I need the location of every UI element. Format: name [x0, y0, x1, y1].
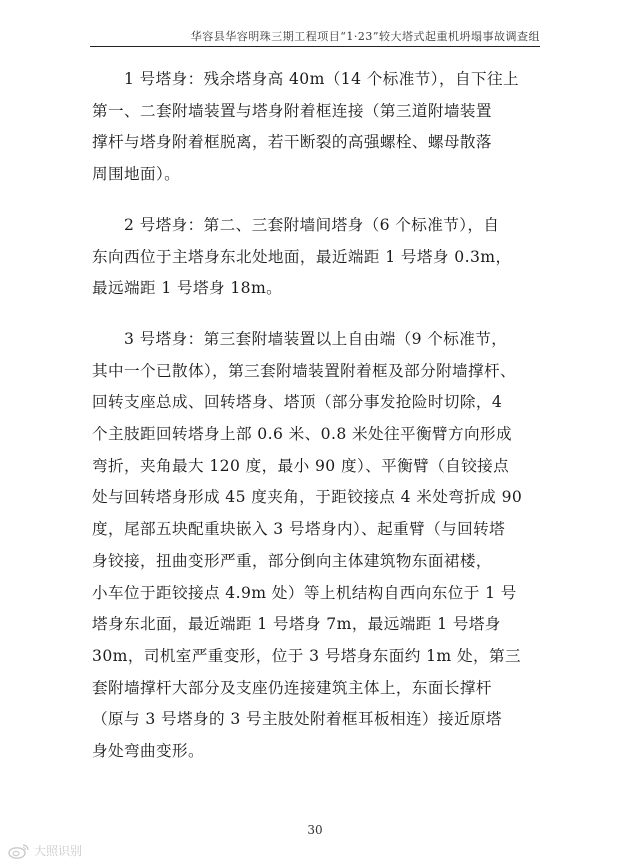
- watermark: [8, 842, 82, 859]
- paragraph-tower-section-1: [92, 64, 546, 191]
- text-line: 第一、二套附墙装置与塔身附着框连接（第三道附墙装置: [92, 101, 492, 120]
- text-line: 2 号塔身：第二、三套附墙间塔身（6 个标准节），自: [124, 215, 500, 234]
- text-line: 周围地面）。: [92, 165, 181, 184]
- text-line: 最远端距 1 号塔身 18m。: [92, 279, 283, 298]
- text-line: 30m，司机室严重变形，位于 3 号塔身东面约 1m 处，第三: [92, 646, 521, 665]
- text-line: （原与 3 号塔身的 3 号主肢处附着框耳板相连）接近原塔: [92, 710, 502, 729]
- text-line: 塔身东北面，最近端距 1 号塔身 7m，最远端距 1 号塔身: [92, 615, 501, 634]
- paragraph-tower-section-2: [92, 210, 546, 305]
- text-line: 个主肢距回转塔身上部 0.6 米、0.8 米处往平衡臂方向形成: [92, 425, 512, 444]
- text-line: 套附墙撑杆大部分及支座仍连接建筑主体上，东面长撑杆: [92, 678, 492, 697]
- text-line: 处与回转塔身形成 45 度夹角，于距铰接点 4 米处弯折成 90: [92, 488, 523, 507]
- text-line: 身铰接，扭曲变形严重，部分倒向主体建筑物东面裙楼，: [92, 551, 492, 570]
- watermark-text: 大照识别: [34, 844, 83, 858]
- header-divider: [90, 46, 540, 47]
- text-line: 度，尾部五块配重块嵌入 3 号塔身内）、起重臂（与回转塔: [92, 520, 506, 539]
- running-header: 华容县华容明珠三期工程项目“1·23”较大塔式起重机坍塌事故调查组: [190, 30, 540, 43]
- text-line: 弯折，夹角最大 120 度，最小 90 度）、平衡臂（自铰接点: [92, 456, 510, 475]
- text-line: 回转支座总成、回转塔身、塔顶（部分事发抢险时切除，4: [92, 393, 503, 412]
- text-line: 撑杆与塔身附着框脱离，若干断裂的高强螺栓、螺母散落: [92, 133, 492, 152]
- page-number: 30: [307, 823, 323, 837]
- text-line: 小车位于距铰接点 4.9m 处）等上机结构自西向东位于 1 号: [92, 583, 517, 602]
- text-line: 1 号塔身：残余塔身高 40m（14 个标准节），自下往上: [124, 70, 519, 88]
- weibo-logo-icon: [8, 843, 30, 859]
- text-line: 东向西位于主塔身东北处地面，最近端距 1 号塔身 0.3m，: [92, 247, 512, 266]
- text-line: 其中一个已散体），第三套附墙装置附着框及部分附墙撑杆、: [92, 361, 517, 380]
- text-line: 身处弯曲变形。: [92, 742, 204, 761]
- paragraph-tower-section-3: [92, 324, 546, 768]
- document-body: [92, 64, 546, 787]
- text-line: 3 号塔身：第三套附墙装置以上自由端（9 个标准节，: [124, 329, 508, 348]
